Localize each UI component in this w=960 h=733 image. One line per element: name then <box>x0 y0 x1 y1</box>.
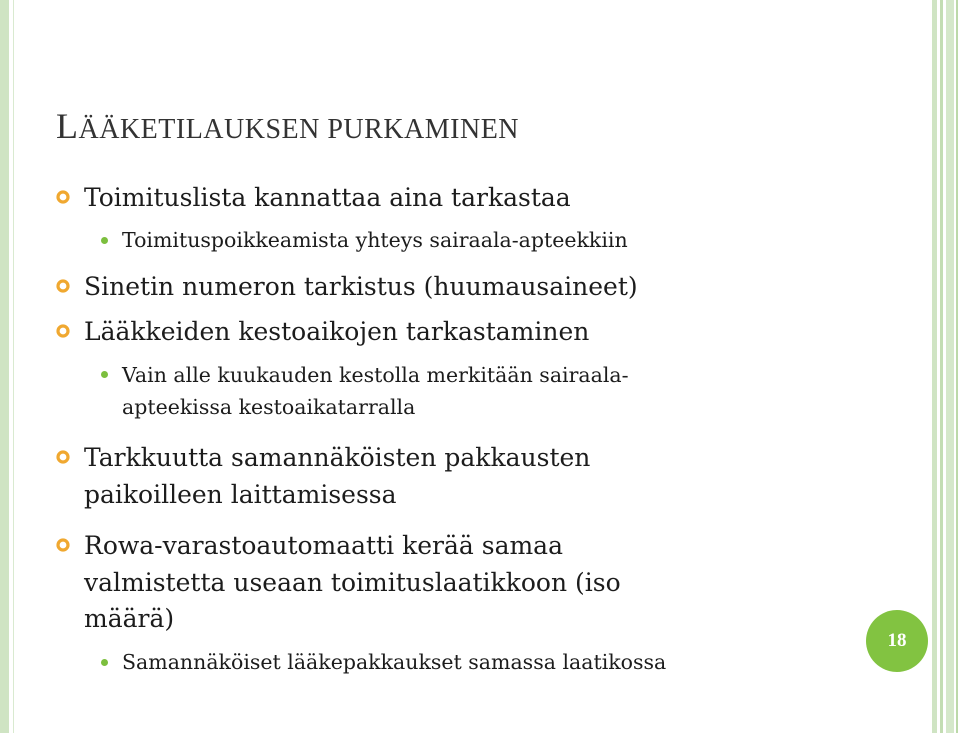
bullet-item-continuation <box>84 564 621 601</box>
ring-bullet-icon <box>56 538 70 552</box>
bullet-line: määrä) <box>84 604 175 633</box>
bullet-item <box>122 224 628 256</box>
bullet-item <box>84 179 571 216</box>
bullet-line: Tarkkuutta samannäköisten pakkausten <box>84 443 591 472</box>
bullet-line: Vain alle kuukauden kestolla merkitään sairaala- <box>122 363 629 387</box>
slide-title <box>56 104 519 152</box>
slide-title-rest: ÄÄKETILAUKSEN PURKAMINEN <box>78 114 520 145</box>
bullet-line: Sinetin numeron tarkistus (huumausaineet) <box>84 272 638 301</box>
ring-bullet-icon <box>56 324 70 338</box>
bullet-line: Toimituspoikkeamista yhteys sairaala-apteekkiin <box>122 228 628 252</box>
bullet-line: apteekissa kestoaikatarralla <box>122 395 416 419</box>
ring-bullet-icon <box>56 190 70 204</box>
bullet-line: Lääkkeiden kestoaikojen tarkastaminen <box>84 317 590 346</box>
bullet-line: Rowa-varastoautomaatti kerää samaa <box>84 531 563 560</box>
bullet-item-continuation <box>122 391 415 423</box>
bullet-item <box>84 313 589 350</box>
bullet-item <box>122 646 666 678</box>
bullet-item <box>122 359 629 391</box>
bullet-line: paikoilleen laittamisessa <box>84 480 397 509</box>
bullet-line: valmistetta useaan toimituslaatikkoon (iso <box>84 568 621 597</box>
dot-bullet-icon <box>101 237 108 244</box>
page-number-badge <box>866 610 928 672</box>
bullet-item <box>84 527 563 564</box>
ring-bullet-icon <box>56 279 70 293</box>
right-frame-stripes <box>930 0 960 733</box>
bullet-line: Toimituslista kannattaa aina tarkastaa <box>84 183 571 212</box>
dot-bullet-icon <box>101 659 108 666</box>
slide-title-initial: L <box>56 106 79 146</box>
left-frame-bar <box>0 0 9 733</box>
page-number: 18 <box>887 630 907 651</box>
dot-bullet-icon <box>101 371 108 378</box>
bullet-item <box>84 268 638 305</box>
bullet-item-continuation <box>84 476 397 513</box>
bullet-item-continuation <box>84 600 174 637</box>
ring-bullet-icon <box>56 450 70 464</box>
bullet-item <box>84 439 590 476</box>
left-frame-line <box>13 0 14 733</box>
bullet-line: Samannäköiset lääkepakkaukset samassa laatikossa <box>122 650 667 674</box>
